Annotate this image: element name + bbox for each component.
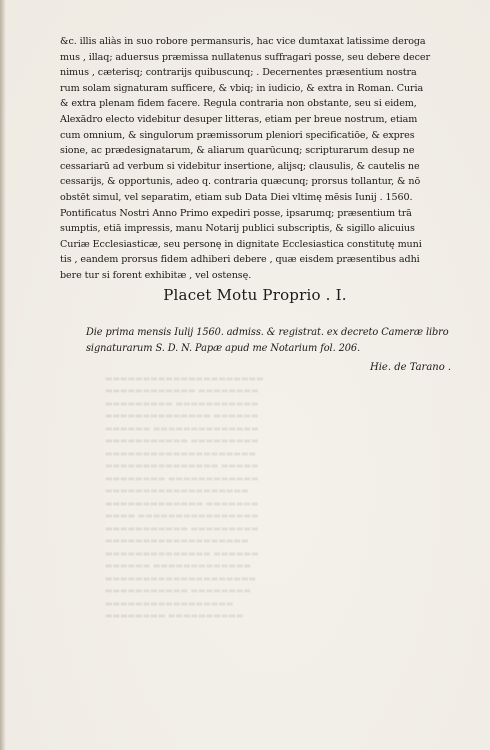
bleed-through-text: ▬▬▬▬▬▬▬▬▬▬▬▬▬▬▬▬▬▬▬▬▬ ▬▬▬▬▬▬▬▬ ▬▬▬▬▬▬▬▬▬▬▬▬ ▬▬▬▬▬▬▬▬▬▬▬ ▬▬▬▬▬▬▬▬▬ ▬▬▬▬▬▬ ▬▬▬▬▬▬▬▬▬▬▬▬▬▬ ▬▬▬▬▬▬▬▬▬▬▬▬▬▬ ▬▬▬▬▬▬ ▬▬▬▬▬▬▬▬▬ ▬▬▬▬▬▬▬▬▬▬▬ ▬▬▬▬▬▬▬▬▬▬▬▬▬▬▬▬▬▬▬▬ ▬▬▬▬▬ ▬▬▬▬▬▬▬▬▬▬▬▬▬▬▬ ▬▬▬▬▬▬▬▬▬▬▬▬ ▬▬▬▬▬▬▬▬ ▬▬▬▬▬▬▬▬▬▬▬▬▬▬▬▬▬▬▬ ▬▬▬▬▬▬▬ ▬▬▬▬▬▬▬▬▬▬▬▬▬ ▬▬▬▬▬▬▬▬▬▬▬▬▬▬▬▬ ▬▬▬▬ ▬▬▬▬▬▬▬▬▬ ▬▬▬▬▬▬▬▬▬▬▬ ▬▬▬▬▬▬▬▬▬▬▬▬▬▬▬▬▬▬▬ ▬▬▬▬▬▬ ▬▬▬▬▬▬▬▬▬▬▬▬▬▬ ▬▬▬▬▬▬▬▬▬▬▬▬▬ ▬▬▬▬▬▬ ▬▬▬▬▬▬▬▬▬▬▬▬▬▬▬▬▬▬▬▬ ▬▬▬▬▬▬▬▬ ▬▬▬▬▬▬▬▬▬▬▬ ▬▬▬▬▬▬▬▬▬▬▬▬▬▬▬▬▬ ▬▬▬▬▬▬▬▬▬▬ ▬▬▬▬▬▬▬▬ bbox=[105, 373, 264, 620]
body-line: Alexādro electo videbitur desuper litteras, etiam per breue nostrum, etiam bbox=[60, 113, 418, 125]
body-line: cessarijs, & opportunis, adeo q. contraria quæcunq; prorsus tollantur, & nō bbox=[60, 176, 421, 188]
body-line: Pontificatus Nostri Anno Primo expediri posse, ipsarumq; præsentium trā bbox=[60, 207, 412, 219]
body-line: mus , illaq; aduersus præmissa nullatenus suffragari posse, seu debere decer bbox=[60, 51, 430, 63]
body-line: cessariarū ad verbum si videbitur insertione, alijsq; clausulis, & cautelis ne bbox=[60, 160, 420, 172]
body-line: nimus , cæterisq; contrarijs quibuscunq; . Decernentes præsentium nostra bbox=[60, 67, 417, 79]
body-line: bere tur si forent exhibitæ , vel ostensę. bbox=[60, 269, 252, 281]
registration-line: Die prima mensis Iulij 1560. admiss. & registrat. ex decreto Cameræ libro bbox=[86, 327, 449, 338]
body-line: sione, ac prædesignatarum, & aliarum quarūcunq; scripturarum desup ne bbox=[60, 145, 415, 157]
body-line: tis , eandem prorsus fidem adhiberi debere , quæ eisdem præsentibus adhi bbox=[60, 254, 420, 266]
registration-line: signaturarum S. D. N. Papæ apud me Notarium fol. 206. bbox=[86, 343, 361, 354]
decree-body bbox=[60, 34, 450, 284]
body-line: Curiæ Ecclesiasticæ, seu personę in dignitate Ecclesiastica constitutę muni bbox=[60, 238, 422, 250]
body-line: & extra plenam fidem facere. Regula contraria non obstante, seu si eidem, bbox=[60, 98, 417, 110]
notary-signature: Hie. de Tarano . bbox=[370, 362, 452, 373]
body-line: sumptis, etiā impressis, manu Notarij publici subscriptis, & sigillo alicuius bbox=[60, 223, 415, 235]
body-line: cum omnium, & singulorum præmissorum pleniori specificatiōe, & expres bbox=[60, 129, 415, 141]
page-edge-shadow bbox=[0, 0, 6, 750]
body-line: obstēt simul, vel separatim, etiam sub Data Diei vltimę mēsis Iunij . 1560. bbox=[60, 191, 413, 203]
body-line: &c. illis aliàs in suo robore permansuris, hac vice dumtaxat latissime deroga bbox=[60, 36, 426, 47]
registration-note bbox=[86, 325, 449, 357]
body-line: rum solam signaturam sufficere, & vbiq; in iudicio, & extra in Roman. Curia bbox=[60, 82, 424, 94]
placet-heading: Placet Motu Proprio . I. bbox=[163, 286, 347, 304]
